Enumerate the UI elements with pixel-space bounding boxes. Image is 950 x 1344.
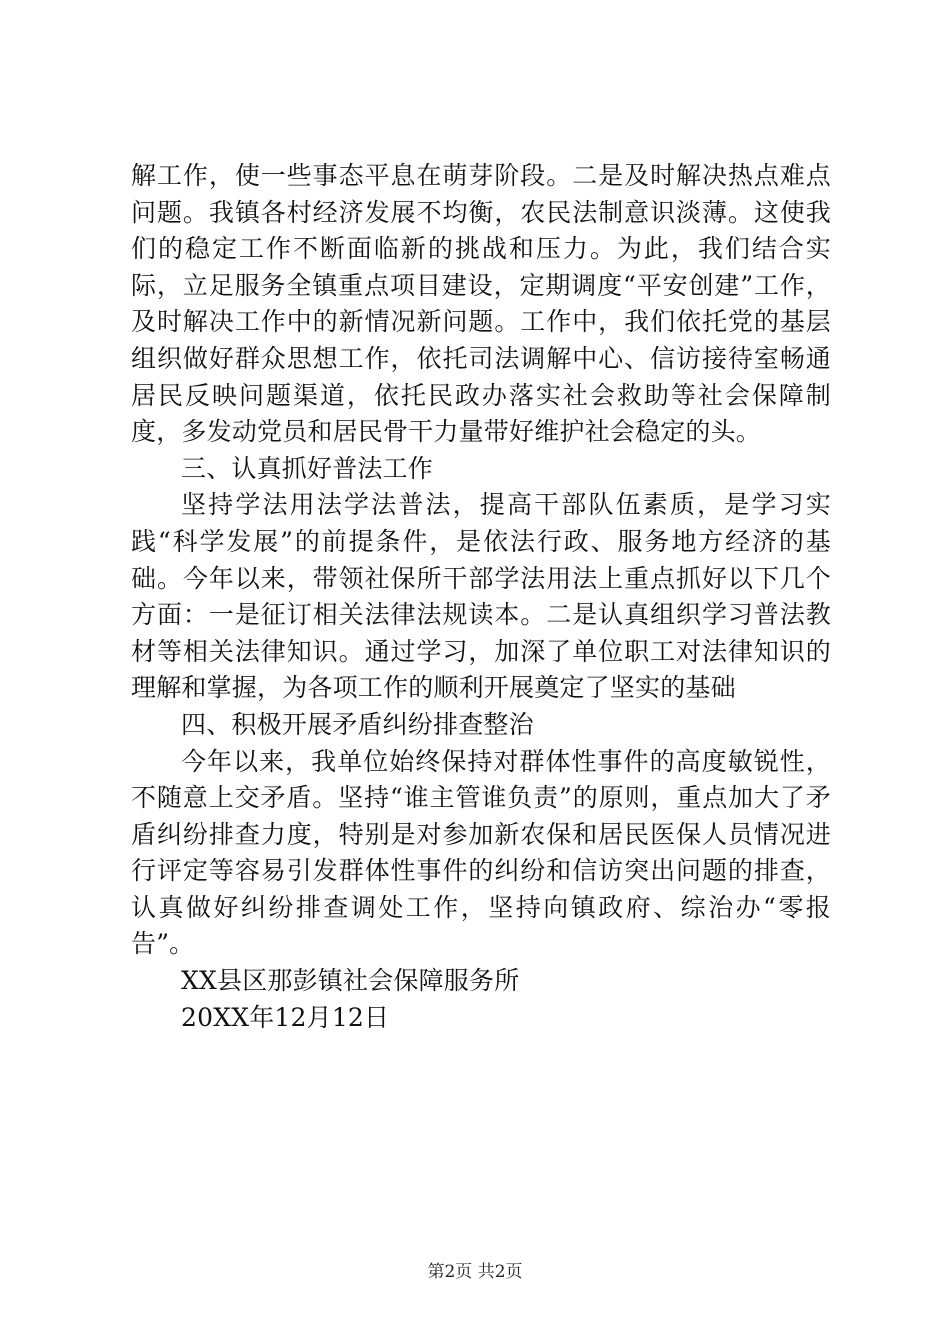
- paragraph-continued: 解工作，使一些事态平息在萌芽阶段。二是及时解决热点难点问题。我镇各村经济发展不均衡，农民法制意识淡薄。这使我们的稳定工作不断面临新的挑战和压力。为此，我们结合实际，立足服务全镇重点项目建设，定期调度“平安创建”工作，及时解决工作中的新情况新问题。工作中，我们依托党的基层组织做好群众思想工作，依托司法调解中心、信访接待室畅通居民反映问题渠道，依托民政办落实社会救助等社会保障制度，多发动党员和居民骨干力量带好维护社会稳定的头。: [131, 161, 831, 447]
- paragraph-dispute-resolution: 今年以来，我单位始终保持对群体性事件的高度敏锐性，不随意上交矛盾。坚持“谁主管谁负责”的原则，重点加大了矛盾纠纷排查力度，特别是对参加新农保和居民医保人员情况进行评定等容易引发群体性事件的纠纷和信访突出问题的排查，认真做好纠纷排查调处工作，坚持向镇政府、综治办“零报告”。: [131, 746, 831, 959]
- paragraph-legal-education: 坚持学法用法学法普法，提高干部队伍素质，是学习实践“科学发展”的前提条件，是依法行政、服务地方经济的基础。今年以来，带领社保所干部学法用法上重点抓好以下几个方面：一是征订相关法律法规读本。二是认真组织学习普法教材等相关法律知识。通过学习，加深了单位职工对法律知识的理解和掌握，为各项工作的顺利开展奠定了坚实的基础: [131, 490, 831, 703]
- signature-date: 20XX年12月12日: [181, 1002, 390, 1032]
- document-body: [131, 158, 831, 1036]
- section-heading-3: 三、认真抓好普法工作: [181, 453, 434, 483]
- page-number-footer: 第2页 共2页: [427, 1262, 523, 1282]
- section-heading-4: 四、积极开展矛盾纠纷排查整治: [181, 709, 534, 739]
- signature-organization: XX县区那彭镇社会保障服务所: [181, 966, 520, 996]
